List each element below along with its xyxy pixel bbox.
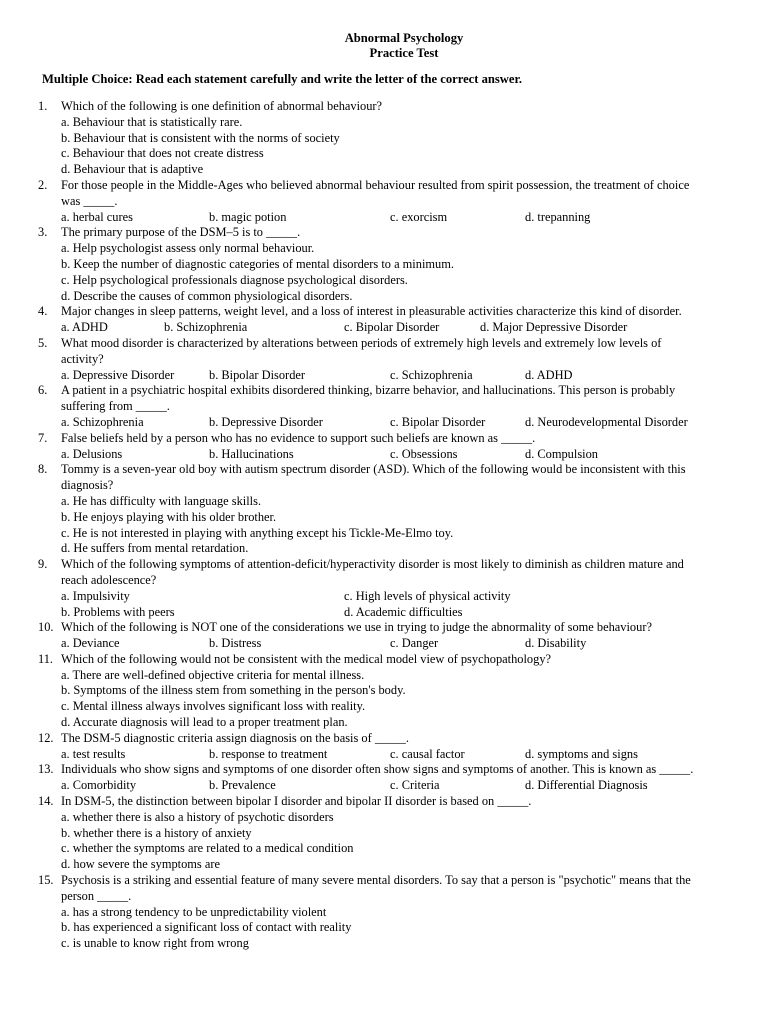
question-text: The DSM-5 diagnostic criteria assign diagnosis on the basis of _____.: [61, 730, 409, 745]
question-stem-line: [0, 383, 768, 399]
question-text: In DSM-5, the distinction between bipolar I disorder and bipolar II disorder is based on _____.: [61, 794, 532, 809]
question-list: [0, 99, 768, 952]
question-text: Which of the following is one definition of abnormal behaviour?: [61, 99, 383, 113]
question-stem-line: [0, 731, 768, 747]
question-11: [0, 652, 768, 731]
instructions: Multiple Choice: Read each statement carefully and write the letter of the correct answer.: [42, 72, 523, 86]
question-number: 11.: [38, 651, 54, 666]
answer-option: b. Keep the number of diagnostic categories of mental disorders to a minimum.: [61, 256, 454, 271]
question-number: 8.: [38, 462, 48, 477]
question-number: 15.: [38, 873, 54, 888]
answer-option: d. Accurate diagnosis will lead to a proper treatment plan.: [61, 715, 348, 730]
question-text: Tommy is a seven-year old boy with autism spectrum disorder (ASD). Which of the following would be inconsistent with this: [61, 462, 686, 477]
question-stem-line: [0, 557, 768, 573]
answer-option: c. High levels of physical activity: [344, 588, 511, 603]
answer-option-line: [0, 857, 768, 873]
question-stem-continuation: [0, 573, 768, 589]
answer-option: a. ADHD: [61, 320, 108, 335]
question-stem-line: [0, 794, 768, 810]
answer-option-line: [0, 241, 768, 257]
answer-option: a. whether there is also a history of psychotic disorders: [61, 809, 334, 824]
answer-option-line: [0, 699, 768, 715]
answer-options-row: [0, 636, 768, 652]
answer-option: a. Depressive Disorder: [61, 367, 175, 382]
answer-option-line: [0, 920, 768, 936]
answer-option: d. Compulsion: [525, 446, 598, 461]
answer-option: a. has a strong tendency to be unpredictability violent: [61, 904, 327, 919]
question-text: For those people in the Middle-Ages who believed abnormal behaviour resulted from spirit possession, the treatment of choice: [61, 177, 690, 192]
answer-option: d. Neurodevelopmental Disorder: [525, 414, 688, 429]
answer-option-line: [0, 131, 768, 147]
answer-option: d. symptoms and signs: [525, 746, 638, 761]
answer-option: b. Behaviour that is consistent with the norms of society: [61, 130, 340, 145]
question-text: False beliefs held by a person who has no evidence to support such beliefs are known as _____.: [61, 430, 536, 445]
question-3: [0, 225, 768, 304]
answer-option: a. Delusions: [61, 446, 123, 461]
answer-option: a. Comorbidity: [61, 778, 137, 793]
question-12: [0, 731, 768, 763]
answer-option-line: [0, 162, 768, 178]
answer-option: c. Help psychological professionals diagnose psychological disorders.: [61, 272, 408, 287]
question-stem-line: [0, 178, 768, 194]
answer-option: c. Schizophrenia: [390, 367, 473, 382]
answer-option: b. Hallucinations: [209, 446, 294, 461]
question-stem-line: [0, 620, 768, 636]
question-stem-continuation: [0, 352, 768, 368]
answer-option: d. Academic difficulties: [344, 604, 463, 619]
answer-option: a. Impulsivity: [61, 588, 130, 603]
question-number: 5.: [38, 335, 48, 350]
question-number: 4.: [38, 304, 48, 319]
question-stem-line: [0, 652, 768, 668]
question-6: [0, 383, 768, 430]
question-7: [0, 431, 768, 463]
question-text: was _____.: [61, 193, 118, 208]
question-text: Major changes in sleep patterns, weight level, and a loss of interest in pleasurable activities characterize this kind of disorder.: [61, 304, 682, 319]
answer-option: a. He has difficulty with language skills.: [61, 493, 262, 508]
question-stem-line: [0, 336, 768, 352]
question-text: diagnosis?: [61, 478, 114, 493]
question-stem-continuation: [0, 399, 768, 415]
question-text: reach adolescence?: [61, 572, 157, 587]
question-stem-line: [0, 762, 768, 778]
answer-option: c. He is not interested in playing with anything except his Tickle-Me-Elmo toy.: [61, 525, 454, 540]
answer-option: c. causal factor: [390, 746, 465, 761]
question-stem-line: [0, 304, 768, 320]
answer-option-line: [0, 273, 768, 289]
answer-option-line: [0, 115, 768, 131]
answer-option: d. Behaviour that is adaptive: [61, 162, 204, 177]
answer-option: c. Bipolar Disorder: [390, 414, 486, 429]
answer-options-row: [0, 415, 768, 431]
answer-option-line: [0, 146, 768, 162]
answer-option: c. Criteria: [390, 778, 440, 793]
question-text: activity?: [61, 351, 104, 366]
answer-option: b. has experienced a significant loss of contact with reality: [61, 920, 352, 935]
answer-option: a. Behaviour that is statistically rare.: [61, 114, 243, 129]
answer-option: a. herbal cures: [61, 209, 133, 224]
answer-option: c. whether the symptoms are related to a medical condition: [61, 841, 354, 856]
answer-option: a. Deviance: [61, 636, 120, 651]
question-text: Individuals who show signs and symptoms of one disorder often show signs and symptoms of another. This is known as _____.: [61, 762, 694, 777]
question-stem-continuation: [0, 889, 768, 905]
answer-option: c. Behaviour that does not create distress: [61, 146, 264, 161]
answer-options-row: [0, 589, 768, 605]
answer-options-row: [0, 210, 768, 226]
question-number: 14.: [38, 794, 54, 809]
question-stem-continuation: [0, 194, 768, 210]
answer-option: b. He enjoys playing with his older brother.: [61, 509, 277, 524]
answer-option-line: [0, 541, 768, 557]
question-text: Which of the following symptoms of attention-deficit/hyperactivity disorder is most likely to diminish as children mature and: [61, 557, 684, 572]
answer-option-line: [0, 683, 768, 699]
answer-option: d. He suffers from mental retardation.: [61, 541, 249, 556]
question-text: Which of the following would not be consistent with the medical model view of psychopathology?: [61, 651, 552, 666]
answer-options-row: [0, 778, 768, 794]
page-subtitle: Practice Test: [369, 46, 439, 60]
answer-option: a. Schizophrenia: [61, 414, 144, 429]
answer-option-line: [0, 526, 768, 542]
answer-option-line: [0, 905, 768, 921]
answer-option-line: [0, 289, 768, 305]
question-number: 3.: [38, 225, 48, 240]
answer-option: b. magic potion: [209, 209, 287, 224]
answer-options-row: [0, 747, 768, 763]
question-15: [0, 873, 768, 952]
answer-option: d. Disability: [525, 636, 587, 651]
question-text: suffering from _____.: [61, 399, 170, 414]
question-5: [0, 336, 768, 383]
question-text: The primary purpose of the DSM–5 is to _____.: [61, 225, 301, 240]
answer-option: b. Schizophrenia: [164, 320, 248, 335]
answer-option: c. Mental illness always involves significant loss with reality.: [61, 699, 366, 714]
answer-option: b. Bipolar Disorder: [209, 367, 306, 382]
answer-option: c. Obsessions: [390, 446, 458, 461]
answer-option: a. test results: [61, 746, 126, 761]
answer-option: b. Distress: [209, 636, 262, 651]
question-text: Which of the following is NOT one of the considerations we use in trying to judge the abnormality of some behaviour?: [61, 620, 652, 635]
answer-option: d. Major Depressive Disorder: [480, 320, 628, 335]
question-13: [0, 762, 768, 794]
answer-option-line: [0, 826, 768, 842]
answer-option: c. Danger: [390, 636, 439, 651]
answer-option-line: [0, 810, 768, 826]
answer-option: b. whether there is a history of anxiety: [61, 825, 252, 840]
question-number: 6.: [38, 383, 48, 398]
answer-option: c. exorcism: [390, 209, 448, 224]
answer-option-line: [0, 715, 768, 731]
question-10: [0, 620, 768, 652]
question-text: Psychosis is a striking and essential feature of many severe mental disorders. To say that a person is "psychotic" means that the: [61, 873, 691, 888]
answer-option: d. ADHD: [525, 367, 573, 382]
answer-option: a. There are well-defined objective criteria for mental illness.: [61, 667, 365, 682]
answer-option-line: [0, 936, 768, 952]
answer-options-row: [0, 368, 768, 384]
question-stem-line: [0, 99, 768, 115]
answer-option-line: [0, 841, 768, 857]
question-number: 7.: [38, 430, 48, 445]
answer-option: d. trepanning: [525, 209, 591, 224]
question-number: 2.: [38, 177, 48, 192]
answer-option: c. Bipolar Disorder: [344, 320, 440, 335]
question-text: A patient in a psychiatric hospital exhibits disordered thinking, bizarre behavior, and hallucinations. This person is probably: [61, 383, 676, 398]
question-2: [0, 178, 768, 225]
answer-options-row: [0, 605, 768, 621]
question-14: [0, 794, 768, 873]
question-stem-line: [0, 462, 768, 478]
answer-option: b. Depressive Disorder: [209, 414, 323, 429]
answer-option-line: [0, 494, 768, 510]
answer-option: b. response to treatment: [209, 746, 328, 761]
question-text: person _____.: [61, 888, 132, 903]
answer-option: b. Symptoms of the illness stem from something in the person's body.: [61, 683, 406, 698]
question-stem-line: [0, 431, 768, 447]
question-stem-line: [0, 873, 768, 889]
question-4: [0, 304, 768, 336]
page-title: Abnormal Psychology: [344, 31, 464, 45]
answer-option-line: [0, 510, 768, 526]
question-9: [0, 557, 768, 620]
answer-option: b. Problems with peers: [61, 604, 175, 619]
question-number: 10.: [38, 620, 54, 635]
question-stem-line: [0, 225, 768, 241]
answer-options-row: [0, 447, 768, 463]
question-text: What mood disorder is characterized by alterations between periods of extremely high levels and extremely low levels of: [61, 335, 662, 350]
answer-option-line: [0, 257, 768, 273]
question-8: [0, 462, 768, 557]
answer-option-line: [0, 668, 768, 684]
question-stem-continuation: [0, 478, 768, 494]
question-number: 9.: [38, 557, 48, 572]
answer-option: d. Differential Diagnosis: [525, 778, 648, 793]
question-number: 12.: [38, 730, 54, 745]
answer-options-row: [0, 320, 768, 336]
answer-option: c. is unable to know right from wrong: [61, 936, 249, 951]
question-1: [0, 99, 768, 178]
answer-option: a. Help psychologist assess only normal behaviour.: [61, 241, 315, 256]
answer-option: b. Prevalence: [209, 778, 276, 793]
answer-option: d. Describe the causes of common physiological disorders.: [61, 288, 353, 303]
answer-option: d. how severe the symptoms are: [61, 857, 220, 872]
question-number: 1.: [38, 99, 48, 113]
question-number: 13.: [38, 762, 54, 777]
